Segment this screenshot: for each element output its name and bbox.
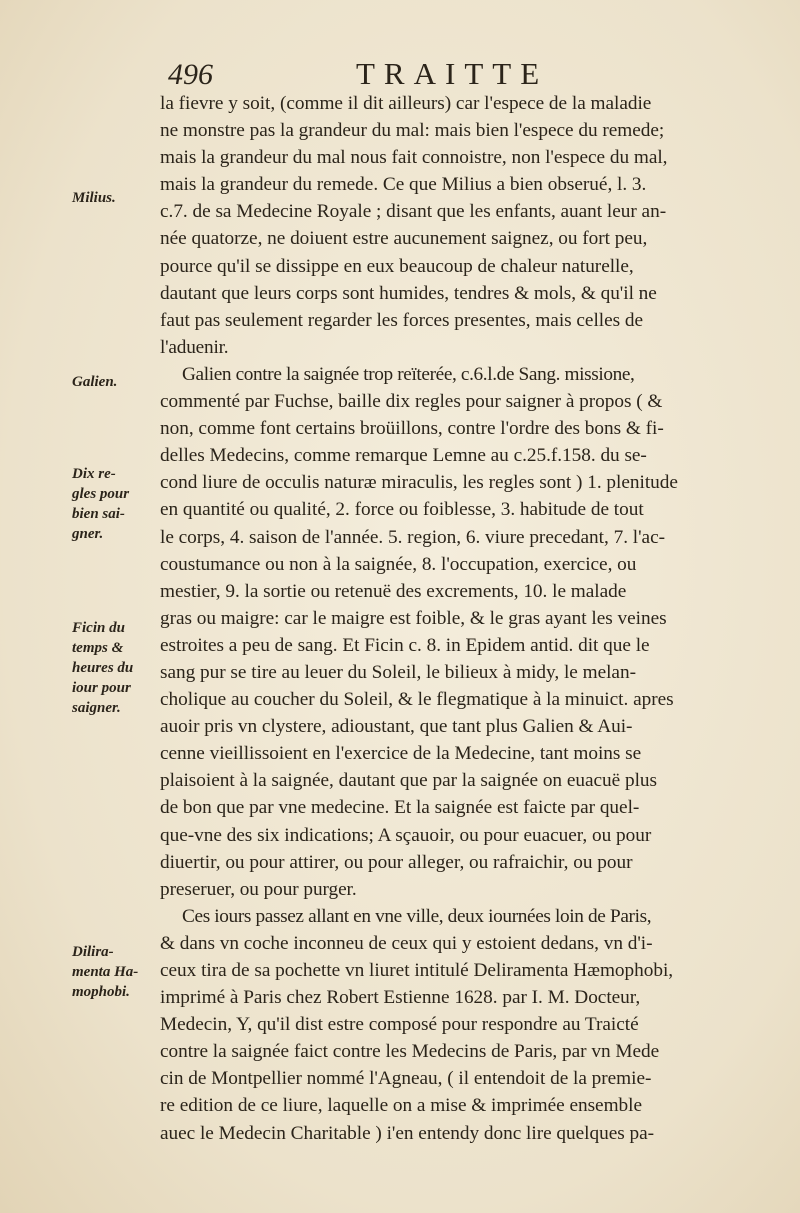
text-line: ne monstre pas la grandeur du mal: mais bien l'espece du remede; bbox=[160, 120, 665, 142]
margin-note-line: Ficin du bbox=[72, 620, 125, 636]
running-title: TRAITTE bbox=[356, 56, 549, 91]
text-line: Galien contre la saignée trop reïterée, c.6.l.de Sang. missione, bbox=[182, 363, 635, 385]
text-line: auec le Medecin Charitable ) i'en entendy donc lire quelques pa- bbox=[160, 1122, 655, 1144]
text-line: & dans vn coche inconneu de ceux qui y estoient dedans, vn d'i- bbox=[160, 932, 653, 954]
text-line: re edition de ce liure, laquelle on a mise & imprimée ensemble bbox=[160, 1095, 642, 1117]
text-line: non, comme font certains broüillons, contre l'ordre des bons & fi- bbox=[160, 418, 664, 440]
margin-note-line: saigner. bbox=[72, 700, 121, 716]
text-line: l'aduenir. bbox=[160, 336, 229, 358]
margin-notes bbox=[0, 0, 160, 1213]
margin-note-line: Dilira- bbox=[72, 944, 114, 960]
text-line: gras ou maigre: car le maigre est foible, & le gras ayant les veines bbox=[160, 607, 667, 629]
text-line: en quantité ou qualité, 2. force ou foiblesse, 3. habitude de tout bbox=[160, 499, 644, 521]
page-number: 496 bbox=[168, 58, 213, 91]
margin-note-line: gles pour bbox=[72, 486, 130, 502]
margin-note-dix-regles bbox=[72, 464, 129, 544]
text-line: sang pur se tire au leuer du Soleil, le bilieux à midy, le melan- bbox=[160, 661, 636, 683]
text-line: mestier, 9. la sortie ou retenuë des excrements, 10. le malade bbox=[160, 580, 627, 602]
margin-note-milius bbox=[72, 188, 116, 208]
margin-note-line: gner. bbox=[72, 526, 104, 542]
text-line: plaisoient à la saignée, dautant que par la saignée on euacuë plus bbox=[160, 770, 657, 792]
margin-note-line: bien sai- bbox=[72, 506, 125, 522]
text-line: contre la saignée faict contre les Medecins de Paris, par vn Mede bbox=[160, 1041, 660, 1063]
text-line: la fievre y soit, (comme il dit ailleurs) car l'espece de la maladie bbox=[160, 93, 652, 114]
text-line: pource qu'il se dissippe en eux beaucoup de chaleur naturelle, bbox=[160, 255, 634, 277]
margin-note-deliramenta bbox=[72, 942, 138, 1002]
margin-note-line: mophobi. bbox=[72, 984, 130, 1000]
text-line: mais la grandeur du mal nous fait connoistre, non l'espece du mal, bbox=[160, 147, 668, 169]
margin-note-line: Dix re- bbox=[72, 466, 116, 482]
text-line: ceux tira de sa pochette vn liuret intitulé Deliramenta Hæmophobi, bbox=[160, 960, 674, 981]
text-line: Medecin, Y, qu'il dist estre composé pour respondre au Traicté bbox=[160, 1014, 639, 1036]
text-line: que-vne des six indications; A sçauoir, ou pour euacuer, ou pour bbox=[160, 824, 652, 846]
text-line: faut pas seulement regarder les forces presentes, mais celles de bbox=[160, 309, 644, 331]
text-line: dautant que leurs corps sont humides, tendres & mols, & qu'il ne bbox=[160, 282, 657, 304]
text-line: estroites a peu de sang. Et Ficin c. 8. in Epidem antid. dit que le bbox=[160, 634, 650, 656]
margin-note-ficin bbox=[72, 618, 133, 718]
text-line: mais la grandeur du remede. Ce que Milius a bien obserué, l. 3. bbox=[160, 174, 647, 196]
margin-note-line: temps & bbox=[72, 640, 124, 656]
margin-note-line: Galien. bbox=[72, 374, 118, 390]
text-line: cholique au coucher du Soleil, & le flegmatique à la minuict. apres bbox=[160, 689, 674, 711]
text-line: commenté par Fuchse, baille dix regles pour saigner à propos ( & bbox=[160, 391, 663, 413]
margin-note-line: Milius. bbox=[72, 190, 116, 206]
text-line: cond liure de occulis naturæ miraculis, les regles sont ) 1. plenitude bbox=[160, 472, 678, 494]
margin-note-line: iour pour bbox=[72, 680, 131, 696]
text-line: cenne vieillissoient en l'exercice de la Medecine, tant moins se bbox=[160, 743, 642, 765]
body-text bbox=[160, 90, 790, 1147]
text-line: de bon que par vne medecine. Et la saignée est faicte par quel- bbox=[160, 797, 640, 819]
text-line: cin de Montpellier nommé l'Agneau, ( il entendoit de la premie- bbox=[160, 1068, 652, 1090]
text-line: diuertir, ou pour attirer, ou pour alleger, ou rafraichir, ou pour bbox=[160, 851, 633, 873]
text-line: née quatorze, ne doiuent estre aucunement saignez, ou fort peu, bbox=[160, 228, 648, 250]
text-line: auoir pris vn clystere, adioustant, que tant plus Galien & Aui- bbox=[160, 716, 633, 738]
text-line: le corps, 4. saison de l'année. 5. region, 6. viure precedant, 7. l'ac- bbox=[160, 526, 666, 548]
text-line: c.7. de sa Medecine Royale ; disant que les enfants, auant leur an- bbox=[160, 201, 667, 223]
margin-note-galien bbox=[72, 372, 117, 392]
margin-note-line: heures du bbox=[72, 660, 134, 676]
text-line: delles Medecins, comme remarque Lemne au c.25.f.158. du se- bbox=[160, 445, 647, 467]
text-line: coustumance ou non à la saignée, 8. l'occupation, exercice, ou bbox=[160, 553, 637, 575]
text-line: Ces iours passez allant en vne ville, deux iournées loin de Paris, bbox=[182, 905, 652, 927]
text-line: imprimé à Paris chez Robert Estienne 1628. par I. M. Docteur, bbox=[160, 987, 641, 1009]
text-line: preseruer, ou pour purger. bbox=[160, 878, 357, 900]
margin-note-line: menta Ha- bbox=[72, 964, 139, 980]
